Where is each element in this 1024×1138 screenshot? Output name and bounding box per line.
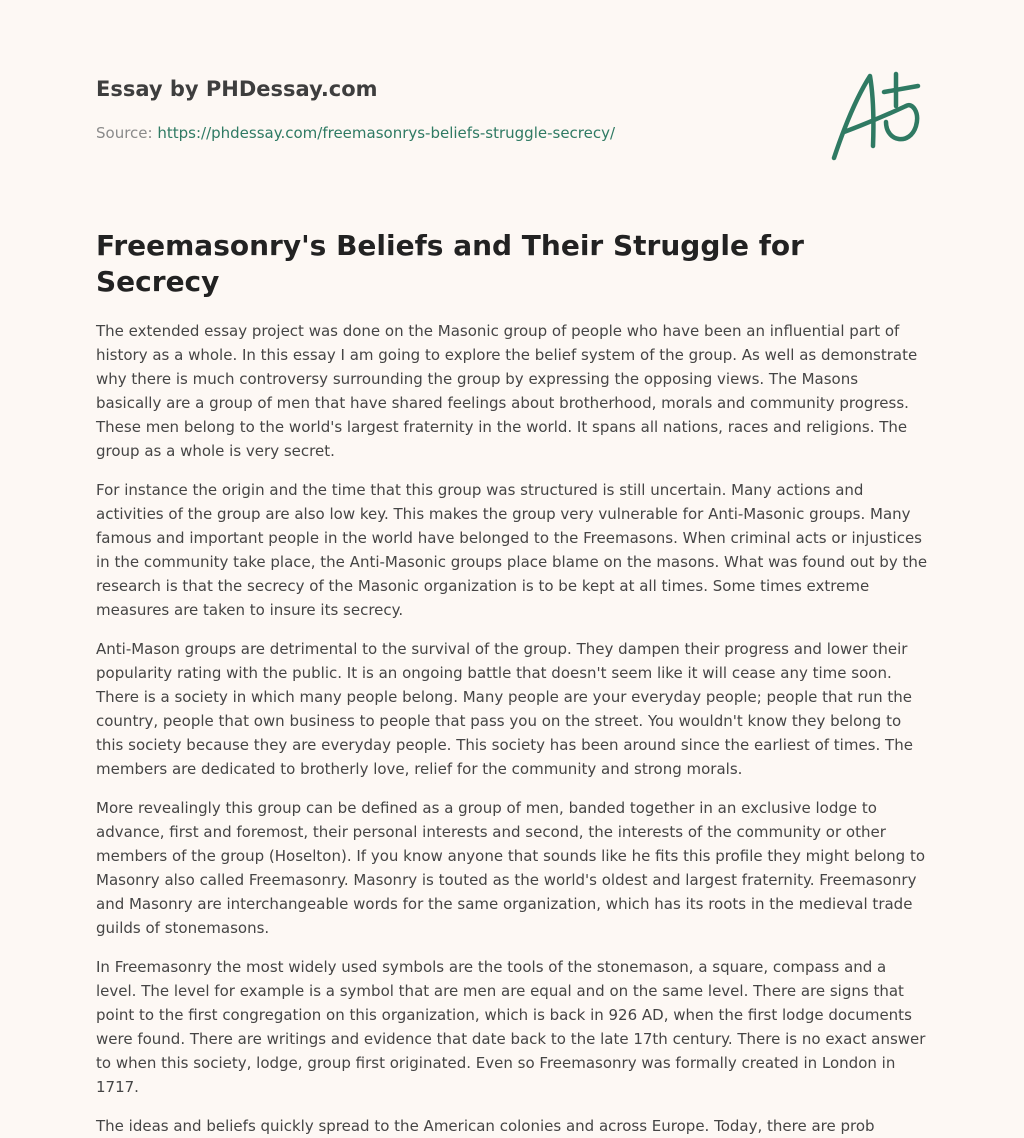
essay-paragraph: For instance the origin and the time that this group was structured is still uncertain. Many actions and activities of the group are also low key. This makes the group very vulnerable for Anti-Masonic groups. Many famous and important people in the world have belonged to the Freemasons. When criminal acts or injustices in the community take place, the Anti-Masonic groups place blame on the masons. What was found out by the research is that the secrecy of the Masonic organization is to be kept at all times. Some times extreme measures are taken to insure its secrecy. bbox=[96, 481, 928, 619]
essay-paragraph: The ideas and beliefs quickly spread to the American colonies and across Europe. Today, there are prob bbox=[96, 1117, 875, 1135]
source-label: Source: bbox=[96, 124, 153, 142]
essay-body bbox=[96, 319, 928, 1138]
essay-paragraph: More revealingly this group can be defined as a group of men, banded together in an exclusive lodge to advance, first and foremost, their personal interests and second, the interests of the community or other members of the group (Hoselton). If you know anyone that sounds like he fits this profile they might belong to Masonry also called Freemasonry. Masonry is touted as the world's oldest and largest fraternity. Freemasonry and Masonry are interchangeable words for the same organization, which has its roots in the medieval trade guilds of stonemasons. bbox=[96, 799, 926, 937]
essay-title: Freemasonry's Beliefs and Their Struggle for Secrecy bbox=[96, 229, 804, 298]
a-plus-logo-icon bbox=[826, 66, 930, 166]
essay-paragraph: In Freemasonry the most widely used symbols are the tools of the stonemason, a square, compass and a level. The level for example is a symbol that are men are equal and on the same level. There are signs that point to the first congregation on this organization, which is back in 926 AD, when the first lodge documents were found. There are writings and evidence that date back to the late 17th century. There is no exact answer to when this society, lodge, group first originated. Even so Freemasonry was formally created in London in 1717. bbox=[96, 958, 926, 1096]
site-brand: Essay by PHDessay.com bbox=[96, 77, 378, 101]
essay-paragraph: Anti-Mason groups are detrimental to the survival of the group. They dampen their progress and lower their popularity rating with the public. It is an ongoing battle that doesn't seem like it will cease any time soon. There is a society in which many people belong. Many people are your everyday people; people that run the country, people that own business to people that pass you on the street. You wouldn't know they belong to this society because they are everyday people. This society has been around since the earliest of times. The members are dedicated to brotherly love, relief for the community and strong morals. bbox=[96, 640, 913, 778]
source-line bbox=[96, 124, 615, 142]
source-link[interactable]: https://phdessay.com/freemasonrys-beliefs-struggle-secrecy/ bbox=[157, 124, 616, 142]
essay-paragraph: The extended essay project was done on the Masonic group of people who have been an influential part of history as a whole. In this essay I am going to explore the belief system of the group. As well as demonstrate why there is much controversy surrounding the group by expressing the opposing views. The Masons basically are a group of men that have shared feelings about brotherhood, morals and community progress. These men belong to the world's largest fraternity in the world. It spans all nations, races and religions. The group as a whole is very secret. bbox=[96, 322, 918, 460]
page-header bbox=[96, 0, 928, 200]
